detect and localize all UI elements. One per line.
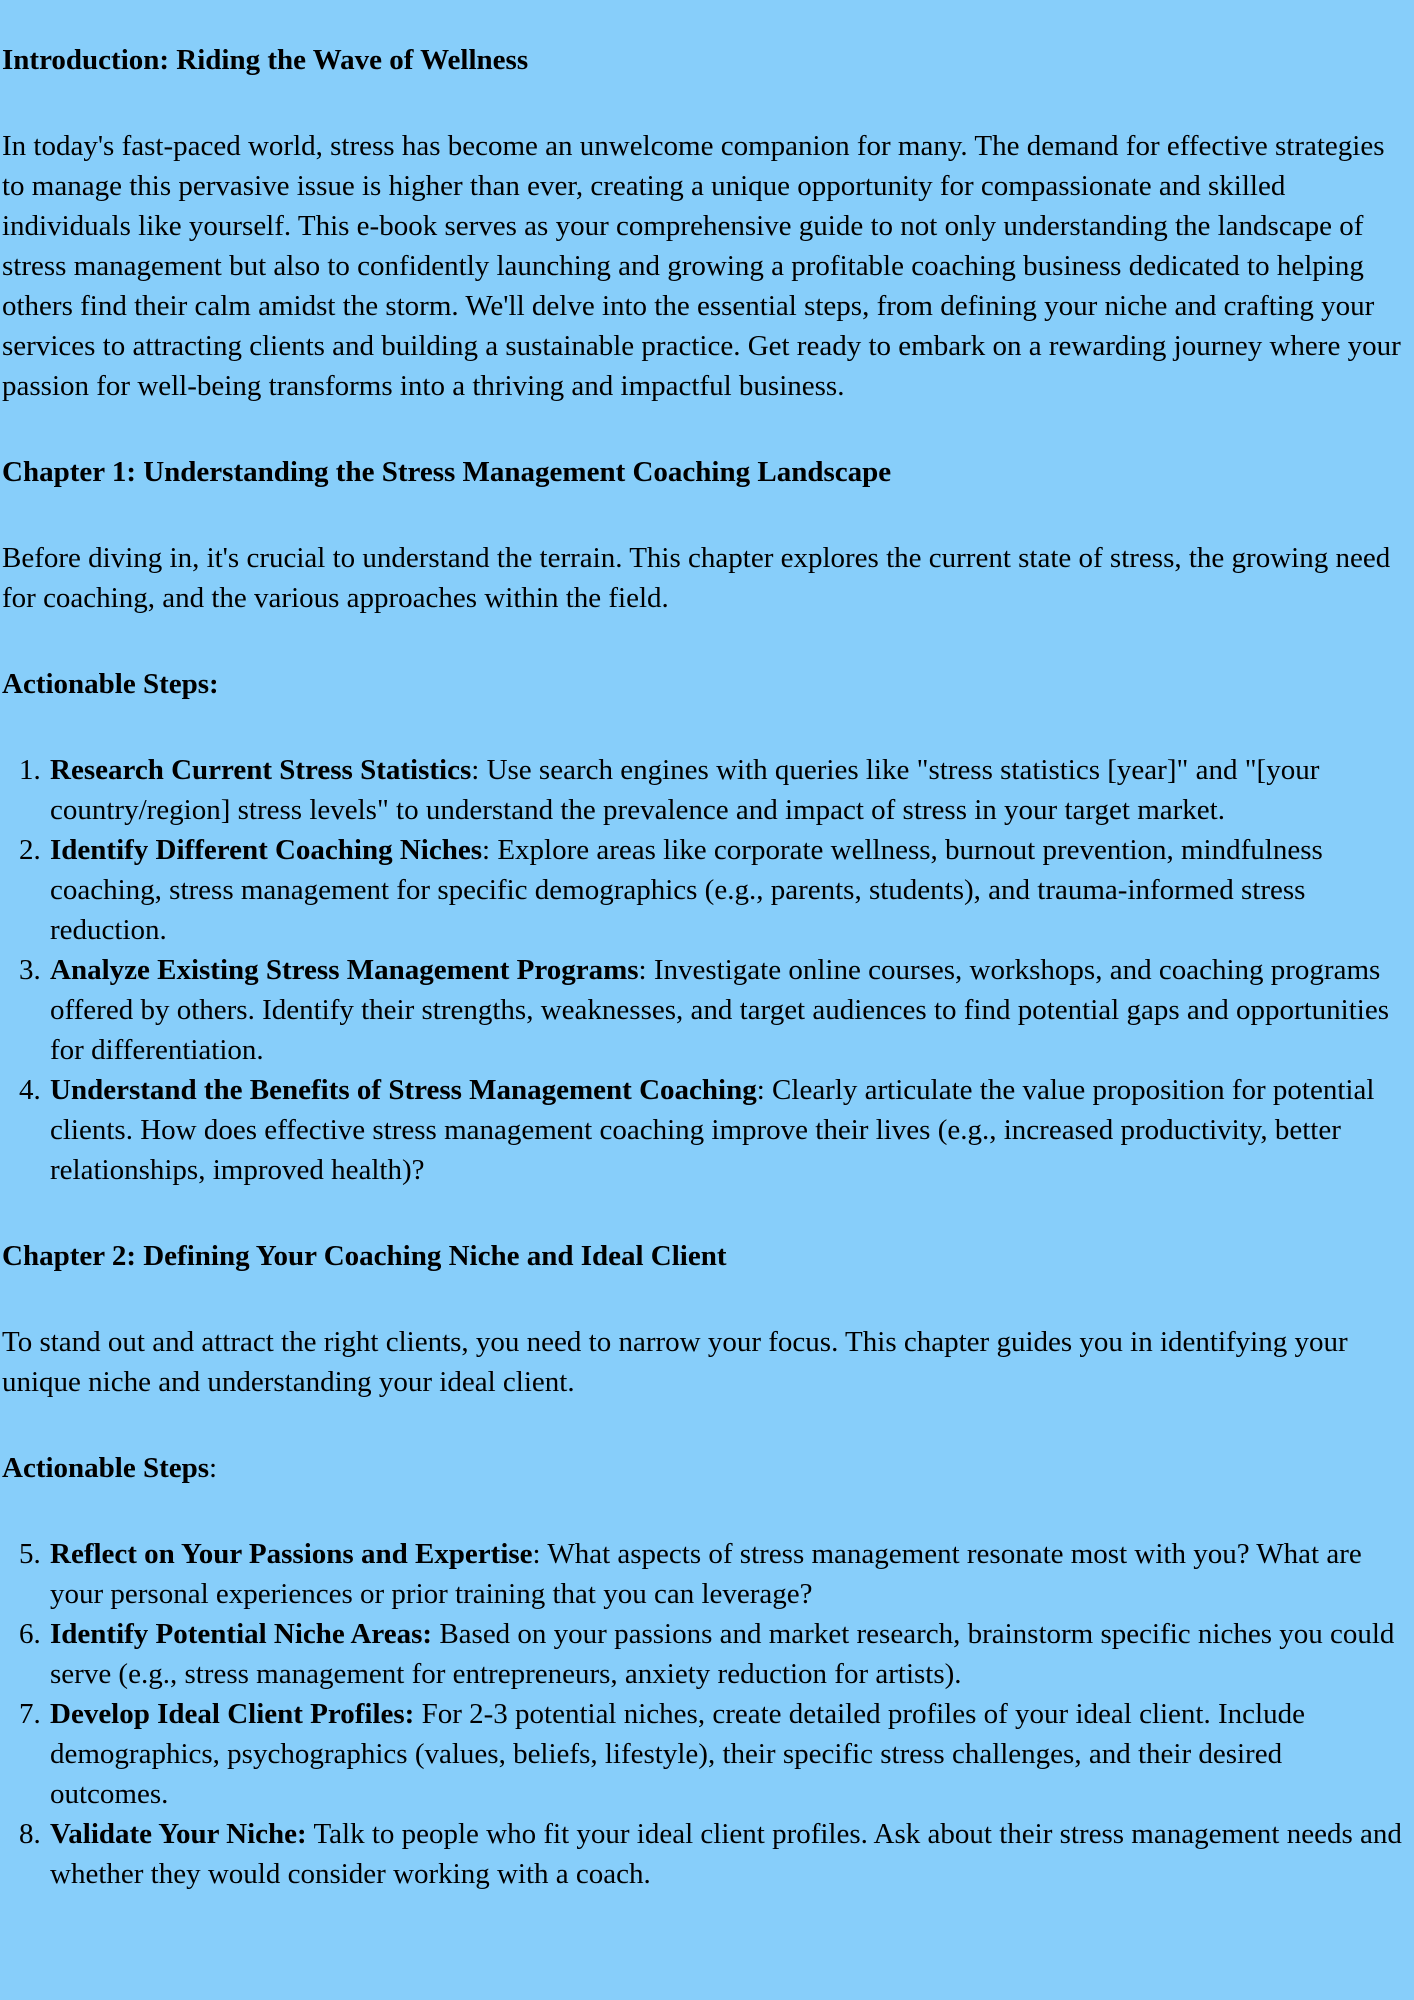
chapter2-steps-list bbox=[2, 1534, 1404, 1894]
list-item bbox=[48, 750, 1404, 830]
step-title: Analyze Existing Stress Management Programs bbox=[50, 954, 639, 986]
chapter2-heading: Chapter 2: Defining Your Coaching Niche and Ideal Client bbox=[2, 1240, 727, 1272]
step-body: Talk to people who fit your ideal client profiles. Ask about their stress management needs and whether they would consider working with a coach. bbox=[50, 1818, 1402, 1890]
list-item bbox=[48, 1814, 1404, 1894]
actionable-steps-colon: : bbox=[209, 1452, 218, 1484]
chapter1-paragraph: Before diving in, it's crucial to understand the terrain. This chapter explores the current state of stress, the growing need for coaching, and the various approaches within the field. bbox=[2, 542, 1391, 614]
list-item bbox=[48, 1614, 1404, 1694]
step-title: Identify Potential Niche Areas: bbox=[50, 1618, 433, 1650]
chapter1-heading: Chapter 1: Understanding the Stress Management Coaching Landscape bbox=[2, 456, 892, 488]
actionable-steps-label: Actionable Steps bbox=[2, 1452, 210, 1484]
step-title: Validate Your Niche: bbox=[50, 1818, 307, 1850]
chapter2-paragraph: To stand out and attract the right clients, you need to narrow your focus. This chapter guides you in identifying your unique niche and understanding your ideal client. bbox=[2, 1326, 1348, 1398]
chapter1-steps-list bbox=[2, 750, 1404, 1190]
step-title: Identify Different Coaching Niches bbox=[50, 834, 483, 866]
list-item bbox=[48, 830, 1404, 950]
list-item bbox=[48, 950, 1404, 1070]
step-body: Based on your passions and market research, brainstorm specific niches you could serve (e.g., stress management for entrepreneurs, anxiety reduction for artists). bbox=[50, 1618, 1395, 1690]
step-body: : Clearly articulate the value proposition for potential clients. How does effective stress management coaching improve their lives (e.g., increased productivity, better relationships, improved health)? bbox=[50, 1074, 1375, 1186]
list-item bbox=[48, 1534, 1404, 1614]
step-title: Understand the Benefits of Stress Management Coaching bbox=[50, 1074, 757, 1106]
intro-heading: Introduction: Riding the Wave of Wellness bbox=[2, 44, 529, 76]
step-title: Reflect on Your Passions and Expertise bbox=[50, 1538, 533, 1570]
step-title: Research Current Stress Statistics bbox=[50, 754, 472, 786]
step-body: : Investigate online courses, workshops, and coaching programs offered by others. Identify their strengths, weaknesses, and target audiences to find potential gaps and opportunities for differentiation. bbox=[50, 954, 1390, 1066]
step-title: Develop Ideal Client Profiles: bbox=[50, 1698, 415, 1730]
list-item bbox=[48, 1070, 1404, 1190]
step-body: : Explore areas like corporate wellness, burnout prevention, mindfulness coaching, stress management for specific demographics (e.g., parents, students), and trauma-informed stress reduction. bbox=[50, 834, 1323, 946]
list-item bbox=[48, 1694, 1404, 1814]
step-body: : What aspects of stress management resonate most with you? What are your personal experiences or prior training that you can leverage? bbox=[50, 1538, 1362, 1610]
chapter1-actionable-steps-heading: Actionable Steps: bbox=[2, 668, 219, 700]
chapter2-actionable-steps-heading bbox=[2, 1448, 1404, 1488]
intro-paragraph: In today's fast-paced world, stress has become an unwelcome companion for many. The demand for effective strategies to manage this pervasive issue is higher than ever, creating a unique opportunity for compassionate and skilled individuals like yourself. This e-book serves as your comprehensive guide to not only understanding the landscape of stress management but also to confidently launching and growing a profitable coaching business dedicated to helping others find their calm amidst the storm. We'll delve into the essential steps, from defining your niche and crafting your services to attracting clients and building a sustainable practice. Get ready to embark on a rewarding journey where your passion for well-being transforms into a thriving and impactful business. bbox=[2, 130, 1401, 402]
step-body: : Use search engines with queries like "stress statistics [year]" and "[your country/region] stress levels" to understand the prevalence and impact of stress in your target market. bbox=[50, 754, 1320, 826]
step-body: For 2-3 potential niches, create detailed profiles of your ideal client. Include demographics, psychographics (values, beliefs, lifestyle), their specific stress challenges, and their desired outcomes. bbox=[50, 1698, 1305, 1810]
